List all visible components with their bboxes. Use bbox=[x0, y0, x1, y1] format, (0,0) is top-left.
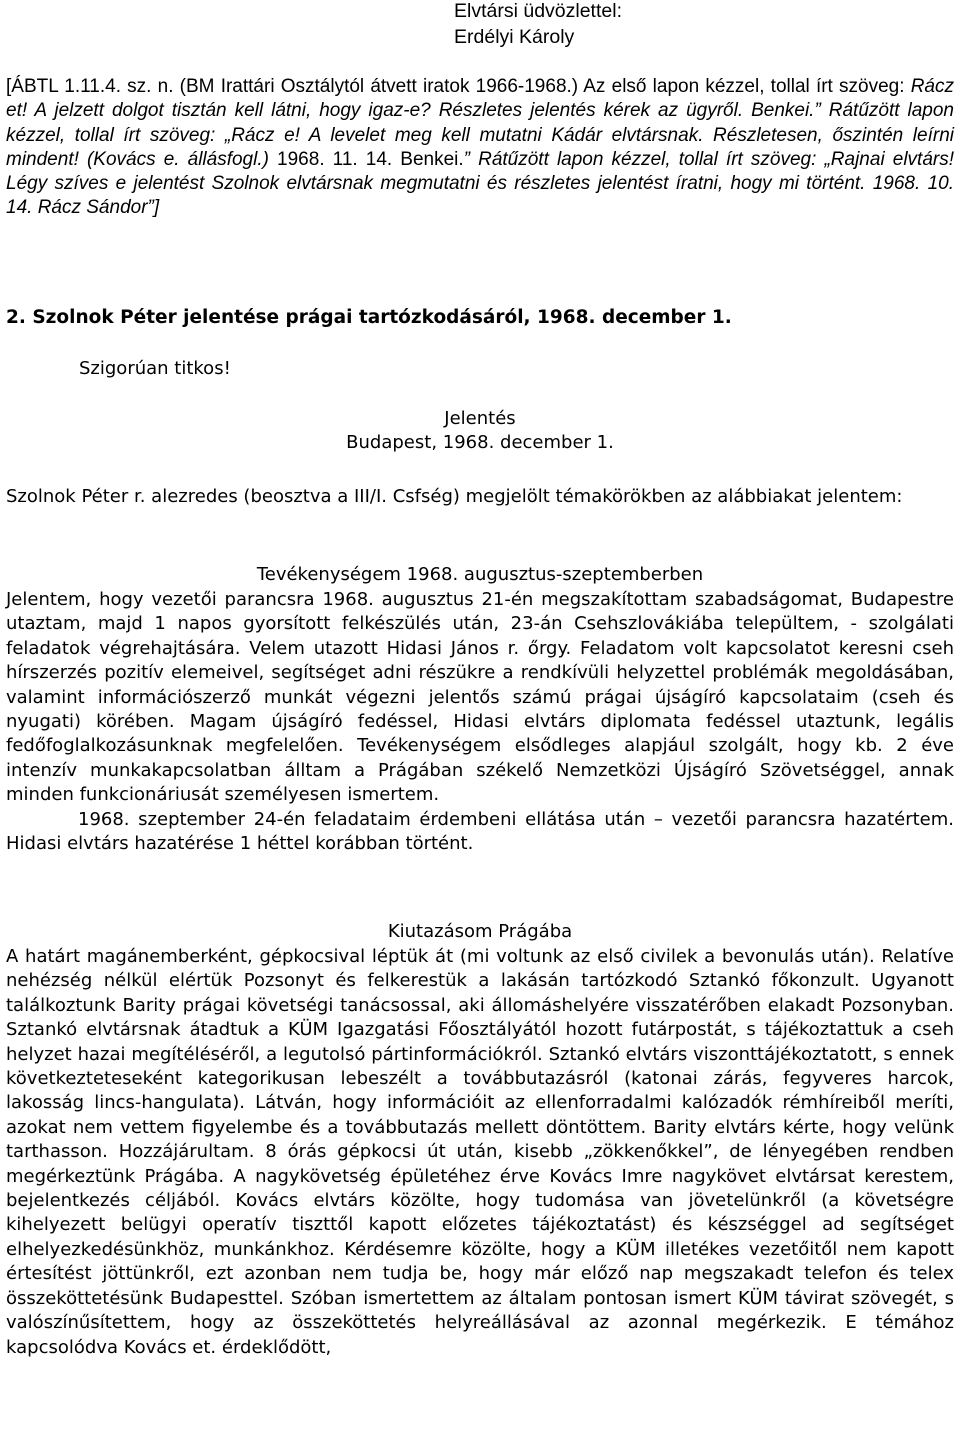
report-title-block bbox=[0, 407, 960, 455]
paragraph: A határt magánemberként, gépkocsival léptük át (mi voltunk az első civilek a bevonulás után). Relatíve nehézség nélkül elértük Pozsonyt és felkerestük a lakásán tartózkodó Sztankó főkonzult. Ugyanott találkoztunk Barity prágai követségi tanácsossal, aki állomáshelyére visszatérőben elakadt Pozsonyban. Sztankó elvtársnak átadtuk a KÜM Igazgatási Főosztályától hozott futárpostát, s tájékoztattuk a cseh helyzet hazai megítéléséről, a legutolsó pártinformációkról. Sztankó elvtárs viszonttájékoztatott, s ennek következteteseként kategorikusan lebeszélt a továbbutazásról (katonai zárás, fegyveres harcok, lakosság lincs-hangulata). Látván, hogy információit az ellenforradalmi kalózadók rémhíreiből meríti, azokat nem vettem figyelembe és a továbbutazás mellett döntöttem. Barity elvtárs kérte, hogy velünk tarthasson. Hozzájárultam. 8 órás gépkocsi út után, kisebb „zökkenőkkel”, de lényegében rendben megérkeztünk Prágába. A nagykövetség épületéhez érve Kovács Imre nagykövet elvtársat kerestem, bejelentkezés céljából. Kovács elvtárs közölte, hogy tudomása van jövetelünkről (a követségre kihelyezett belügyi operatív tiszttől kapott előzetes tájékoztatást) és készséggel ad segítséget elhelyezkedésünkhöz, munkánkhoz. Kérdésemre közölte, hogy a KÜM illetékes vezetőitől nem kapott értesítést jöttünkről, ezt azonban nem tudja be, hogy már előző nap megszakadt telefon és telex összeköttetésünk Budapesttel. Szóban ismertettem az általam pontosan ismert KÜM távirat szövegét, s valószínűsítettem, hogy az összeköttetés helyreállásával az azonnal megérkezik. E témához kapcsolódva Kovács et. érdeklődött, bbox=[6, 946, 954, 1358]
paragraph: 1968. szeptember 24-én feladataim érdembeni ellátása után – vezetői parancsra hazatértem. Hidasi elvtárs hazatérése 1 héttel korábban történt. bbox=[6, 808, 954, 855]
report-place-date: Budapest, 1968. december 1. bbox=[346, 432, 614, 453]
archival-note bbox=[6, 75, 954, 221]
archival-note-connector: ” Rátűzött lapon kézzel, tollal írt szöveg: „ bbox=[6, 100, 954, 146]
section-body bbox=[6, 588, 954, 856]
report-intro: Szolnok Péter r. alezredes (beosztva a III/I. Csfség) megjelölt témakörökben az alábbiakat jelentem: bbox=[6, 486, 903, 507]
handwritten-quote: ” Rátűzött lapon kézzel, tollal írt szöveg: „Rajnai elvtárs! Légy szíves e jelentést Szolnok elvtársnak megmutatni és részletes jelentést íratni, hogy mi történt. 1968. 10. 14. Rácz Sándor”] bbox=[6, 148, 954, 219]
greeting-line: Elvtársi üdvözlettel: bbox=[454, 0, 622, 22]
section-body bbox=[6, 945, 954, 1360]
archival-note-date: 1968. 11. 14. Benkei. bbox=[277, 148, 464, 170]
document-heading: 2. Szolnok Péter jelentése prágai tartózkodásáról, 1968. december 1. bbox=[6, 307, 732, 328]
handwritten-quote: Rácz e! A levelet meg kell mutatni Kádár elvtársnak. Részletesen, őszintén leírni mindent! (Kovács e. állásfogl.) bbox=[6, 124, 954, 170]
handwritten-quote: Rácz et! A jelzett dolgot tisztán kell látni, hogy igaz-e? Részletes jelentés kérek az ügyről. Benkei. bbox=[6, 76, 954, 122]
section-title: Tevékenységem 1968. augusztus-szeptemberben bbox=[256, 564, 704, 585]
signature-name: Erdélyi Károly bbox=[454, 25, 575, 48]
archival-note-reference: [ÁBTL 1.11.4. sz. n. (BM Irattári Osztálytól átvett iratok 1966-1968.) Az első lapon kézzel, tollal írt szöveg: bbox=[6, 76, 911, 97]
classification-label: Szigorúan titkos! bbox=[79, 358, 231, 379]
report-title: Jelentés bbox=[444, 408, 516, 429]
section-title: Kiutazásom Prágába bbox=[387, 921, 573, 942]
closing-greeting bbox=[454, 0, 622, 50]
paragraph: Jelentem, hogy vezetői parancsra 1968. augusztus 21-én megszakítottam szabadságomat, Budapestre utaztam, majd 1 napos gyorsított felkészülés után, 23-án Csehszlovákiába települtem, - szolgálati feladatok végrehajtására. Velem utazott Hidasi János r. őrgy. Feladatom volt kapcsolatot keresni cseh hírszerzés pozitív elemeivel, segítséget adni részükre a rendkívüli helyzettel problémák megoldásában, valamint információszerző munkát végezni jelentős számú prágai újságíró kapcsolataim (cseh és nyugati) körében. Magam újságíró fedéssel, Hidasi elvtárs diplomata fedéssel utaztunk, legális fedőfoglalkozásunknak megfelelően. Tevékenységem elsődleges alapjául szolgált, hogy kb. 2 éve intenzív munkakapcsolatban álltam a Prágában székelő Nemzetközi Újságíró Szövetséggel, annak minden funkcionáriusát személyesen ismertem. bbox=[6, 589, 954, 806]
